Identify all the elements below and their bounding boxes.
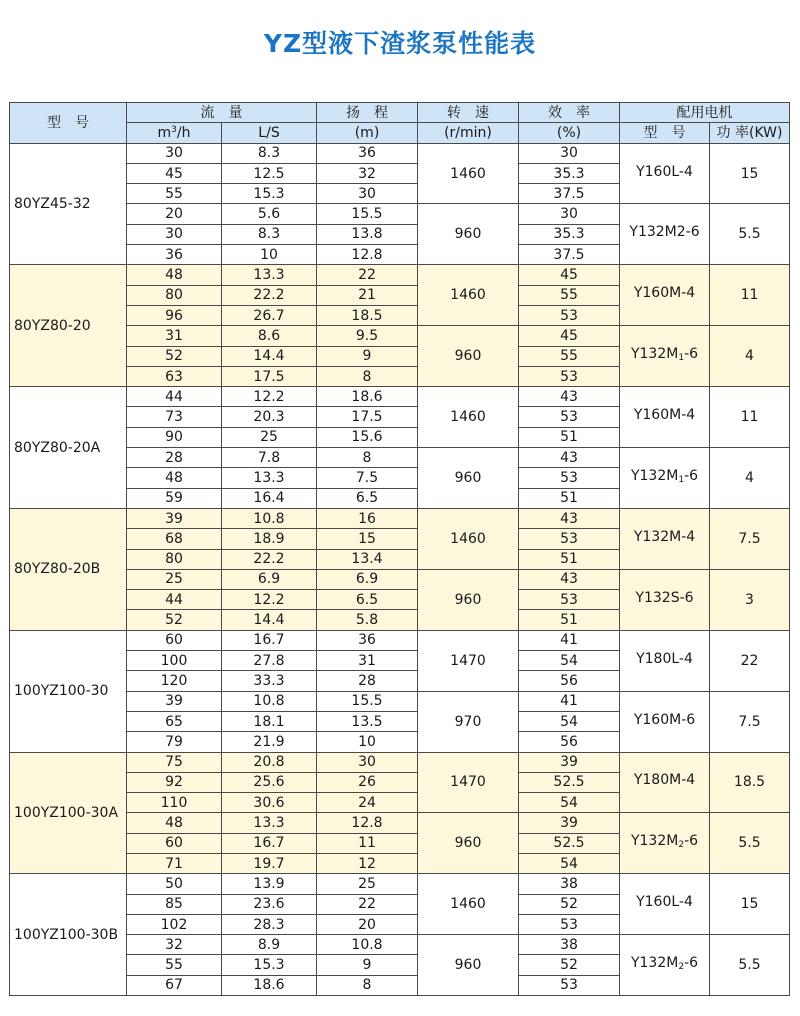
efficiency-cell: 51	[519, 427, 620, 447]
motor-model-text: Y132M	[630, 833, 679, 850]
flow-ls-cell: 26.7	[222, 305, 317, 325]
head-cell: 25	[317, 874, 418, 894]
motor-model-cell	[620, 630, 710, 691]
header-head-unit: (m)	[317, 123, 418, 143]
table-row	[10, 874, 790, 894]
header-speed: 转 速	[418, 103, 519, 123]
head-cell: 7.5	[317, 468, 418, 488]
head-cell: 36	[317, 630, 418, 650]
table-row	[10, 204, 790, 224]
table-header	[10, 103, 790, 144]
motor-model-text: Y160M-4	[633, 407, 696, 424]
head-cell: 12.8	[317, 245, 418, 265]
head-cell: 15.6	[317, 427, 418, 447]
motor-model-cell	[620, 265, 710, 326]
efficiency-cell: 43	[519, 387, 620, 407]
flow-ls-cell: 25.6	[222, 772, 317, 792]
motor-model-text: Y132M	[630, 467, 679, 484]
motor-model-text: Y180M-4	[633, 772, 696, 789]
motor-power-cell: 3	[710, 569, 790, 630]
flow-m3h-cell: 63	[127, 366, 222, 386]
efficiency-cell: 51	[519, 488, 620, 508]
efficiency-cell: 54	[519, 711, 620, 731]
motor-model-cell	[620, 143, 710, 204]
motor-model-text: Y160M-6	[633, 711, 696, 728]
efficiency-cell: 53	[519, 407, 620, 427]
flow-m3h-cell: 102	[127, 914, 222, 934]
head-cell: 31	[317, 651, 418, 671]
head-cell: 8	[317, 975, 418, 995]
motor-power-cell: 5.5	[710, 813, 790, 874]
flow-m3h-cell: 65	[127, 711, 222, 731]
flow-ls-cell: 22.2	[222, 285, 317, 305]
flow-m3h-cell: 68	[127, 529, 222, 549]
motor-model-subscript: 2	[678, 962, 685, 973]
head-cell: 10	[317, 732, 418, 752]
efficiency-cell: 53	[519, 914, 620, 934]
efficiency-cell: 56	[519, 671, 620, 691]
flow-m3h-cell: 110	[127, 793, 222, 813]
flow-ls-cell: 19.7	[222, 853, 317, 873]
flow-m3h-cell: 75	[127, 752, 222, 772]
header-flow: 流 量	[127, 103, 317, 123]
motor-model-text: Y160M-4	[633, 285, 696, 302]
flow-m3h-cell: 85	[127, 894, 222, 914]
table-row	[10, 143, 790, 163]
head-cell: 15.5	[317, 691, 418, 711]
flow-m3h-cell: 80	[127, 549, 222, 569]
flow-ls-cell: 13.3	[222, 813, 317, 833]
table-row	[10, 326, 790, 346]
flow-m3h-cell: 48	[127, 468, 222, 488]
efficiency-cell: 52.5	[519, 772, 620, 792]
efficiency-cell: 38	[519, 874, 620, 894]
flow-m3h-cell: 79	[127, 732, 222, 752]
flow-ls-cell: 13.3	[222, 265, 317, 285]
head-cell: 5.8	[317, 610, 418, 630]
head-cell: 22	[317, 265, 418, 285]
efficiency-cell: 53	[519, 305, 620, 325]
head-cell: 24	[317, 793, 418, 813]
flow-ls-cell: 25	[222, 427, 317, 447]
efficiency-cell: 51	[519, 549, 620, 569]
flow-m3h-cell: 36	[127, 245, 222, 265]
efficiency-cell: 45	[519, 326, 620, 346]
flow-ls-cell: 23.6	[222, 894, 317, 914]
motor-model-suffix: -6	[684, 467, 699, 484]
flow-m3h-cell: 92	[127, 772, 222, 792]
pump-model-cell: 80YZ80-20A	[10, 387, 127, 509]
motor-model-cell	[620, 387, 710, 448]
header-motor: 配用电机	[620, 103, 790, 123]
flow-m3h-cell: 30	[127, 224, 222, 244]
motor-power-cell: 18.5	[710, 752, 790, 813]
table-row	[10, 265, 790, 285]
flow-ls-cell: 15.3	[222, 184, 317, 204]
head-cell: 6.9	[317, 569, 418, 589]
motor-model-suffix: -6	[684, 955, 699, 972]
flow-m3h-cell: 55	[127, 184, 222, 204]
head-cell: 18.5	[317, 305, 418, 325]
motor-power-cell: 4	[710, 448, 790, 509]
flow-m3h-cell: 48	[127, 265, 222, 285]
table-row	[10, 387, 790, 407]
head-cell: 22	[317, 894, 418, 914]
efficiency-cell: 53	[519, 975, 620, 995]
efficiency-cell: 37.5	[519, 245, 620, 265]
head-cell: 20	[317, 914, 418, 934]
flow-m3h-cell: 120	[127, 671, 222, 691]
flow-m3h-cell: 60	[127, 630, 222, 650]
efficiency-cell: 51	[519, 610, 620, 630]
flow-ls-cell: 17.5	[222, 366, 317, 386]
efficiency-cell: 55	[519, 285, 620, 305]
flow-ls-cell: 16.4	[222, 488, 317, 508]
flow-m3h-cell: 25	[127, 569, 222, 589]
pump-model-cell: 80YZ45-32	[10, 143, 127, 265]
flow-m3h-cell: 96	[127, 305, 222, 325]
flow-ls-cell: 27.8	[222, 651, 317, 671]
flow-m3h-cell: 32	[127, 935, 222, 955]
efficiency-cell: 53	[519, 590, 620, 610]
flow-m3h-cell: 90	[127, 427, 222, 447]
speed-cell: 970	[418, 691, 519, 752]
motor-power-cell: 15	[710, 874, 790, 935]
head-cell: 8	[317, 366, 418, 386]
motor-model-cell	[620, 874, 710, 935]
motor-model-text: Y132S-6	[635, 589, 694, 606]
flow-ls-cell: 18.6	[222, 975, 317, 995]
flow-m3h-cell: 44	[127, 387, 222, 407]
table-row	[10, 691, 790, 711]
speed-cell: 960	[418, 448, 519, 509]
efficiency-cell: 43	[519, 569, 620, 589]
efficiency-cell: 53	[519, 366, 620, 386]
flow-m3h-cell: 20	[127, 204, 222, 224]
motor-model-text: Y180L-4	[636, 650, 693, 667]
flow-ls-cell: 12.2	[222, 387, 317, 407]
flow-ls-cell: 30.6	[222, 793, 317, 813]
head-cell: 28	[317, 671, 418, 691]
motor-model-subscript: 1	[678, 474, 685, 485]
efficiency-cell: 54	[519, 651, 620, 671]
motor-model-cell	[620, 448, 710, 509]
pump-model-cell: 80YZ80-20B	[10, 508, 127, 630]
head-cell: 9	[317, 346, 418, 366]
flow-ls-cell: 8.3	[222, 143, 317, 163]
speed-cell: 960	[418, 326, 519, 387]
efficiency-cell: 52.5	[519, 833, 620, 853]
motor-model-cell	[620, 326, 710, 387]
speed-cell: 960	[418, 569, 519, 630]
flow-m3h-cell: 67	[127, 975, 222, 995]
flow-ls-cell: 13.9	[222, 874, 317, 894]
pump-model-cell: 100YZ100-30	[10, 630, 127, 752]
efficiency-cell: 56	[519, 732, 620, 752]
flow-ls-cell: 5.6	[222, 204, 317, 224]
head-cell: 8	[317, 448, 418, 468]
flow-ls-cell: 20.8	[222, 752, 317, 772]
motor-power-cell: 22	[710, 630, 790, 691]
page-title: YZ型液下渣浆泵性能表	[263, 29, 537, 58]
flow-ls-cell: 20.3	[222, 407, 317, 427]
motor-model-cell	[620, 204, 710, 265]
header-flow-unit-m3h: $m^3/h$	[127, 123, 222, 143]
motor-power-cell: 7.5	[710, 691, 790, 752]
table-row	[10, 448, 790, 468]
flow-ls-cell: 10.8	[222, 691, 317, 711]
efficiency-cell: 53	[519, 468, 620, 488]
head-cell: 11	[317, 833, 418, 853]
head-cell: 13.8	[317, 224, 418, 244]
head-cell: 18.6	[317, 387, 418, 407]
table-row	[10, 508, 790, 528]
flow-m3h-cell: 30	[127, 143, 222, 163]
efficiency-cell: 35.3	[519, 224, 620, 244]
header-efficiency: 效 率	[519, 103, 620, 123]
flow-ls-cell: 18.1	[222, 711, 317, 731]
flow-ls-cell: 8.9	[222, 935, 317, 955]
speed-cell: 1460	[418, 508, 519, 569]
performance-table	[9, 102, 790, 996]
motor-model-text: Y132M	[630, 346, 679, 363]
efficiency-cell: 55	[519, 346, 620, 366]
head-cell: 10.8	[317, 935, 418, 955]
motor-model-subscript: 2	[678, 840, 685, 851]
motor-model-cell	[620, 813, 710, 874]
flow-m3h-cell: 52	[127, 610, 222, 630]
flow-ls-cell: 12.2	[222, 590, 317, 610]
flow-m3h-cell: 73	[127, 407, 222, 427]
motor-model-cell	[620, 569, 710, 630]
flow-ls-cell: 8.6	[222, 326, 317, 346]
head-cell: 21	[317, 285, 418, 305]
flow-ls-cell: 14.4	[222, 610, 317, 630]
flow-m3h-cell: 52	[127, 346, 222, 366]
flow-m3h-cell: 39	[127, 691, 222, 711]
table-body	[10, 143, 790, 995]
efficiency-cell: 30	[519, 143, 620, 163]
flow-ls-cell: 21.9	[222, 732, 317, 752]
table-row	[10, 752, 790, 772]
flow-ls-cell: 10	[222, 245, 317, 265]
pump-model-cell: 80YZ80-20	[10, 265, 127, 387]
head-cell: 12	[317, 853, 418, 873]
motor-model-cell	[620, 508, 710, 569]
efficiency-cell: 41	[519, 630, 620, 650]
table-row	[10, 569, 790, 589]
head-cell: 15	[317, 529, 418, 549]
efficiency-cell: 43	[519, 508, 620, 528]
head-cell: 32	[317, 163, 418, 183]
flow-m3h-cell: 39	[127, 508, 222, 528]
head-cell: 16	[317, 508, 418, 528]
flow-ls-cell: 8.3	[222, 224, 317, 244]
pump-model-cell: 100YZ100-30A	[10, 752, 127, 874]
speed-cell: 1470	[418, 630, 519, 691]
speed-cell: 960	[418, 935, 519, 996]
speed-cell: 960	[418, 204, 519, 265]
motor-power-cell: 7.5	[710, 508, 790, 569]
flow-ls-cell: 28.3	[222, 914, 317, 934]
speed-cell: 960	[418, 813, 519, 874]
head-cell: 9	[317, 955, 418, 975]
flow-m3h-cell: 50	[127, 874, 222, 894]
flow-m3h-cell: 28	[127, 448, 222, 468]
flow-ls-cell: 10.8	[222, 508, 317, 528]
motor-power-cell: 11	[710, 265, 790, 326]
flow-ls-cell: 16.7	[222, 833, 317, 853]
pump-model-cell: 100YZ100-30B	[10, 874, 127, 996]
head-cell: 26	[317, 772, 418, 792]
efficiency-cell: 45	[519, 265, 620, 285]
speed-cell: 1460	[418, 387, 519, 448]
flow-m3h-cell: 48	[127, 813, 222, 833]
head-cell: 13.5	[317, 711, 418, 731]
header-flow-unit-ls: L/S	[222, 123, 317, 143]
motor-model-suffix: -6	[684, 833, 699, 850]
flow-m3h-cell: 100	[127, 651, 222, 671]
motor-model-subscript: 1	[678, 353, 685, 364]
efficiency-cell: 43	[519, 448, 620, 468]
flow-m3h-cell: 31	[127, 326, 222, 346]
motor-power-cell: 11	[710, 387, 790, 448]
head-cell: 9.5	[317, 326, 418, 346]
flow-m3h-cell: 80	[127, 285, 222, 305]
table-row	[10, 813, 790, 833]
flow-m3h-cell: 44	[127, 590, 222, 610]
efficiency-cell: 30	[519, 204, 620, 224]
head-cell: 6.5	[317, 590, 418, 610]
efficiency-cell: 39	[519, 813, 620, 833]
head-cell: 30	[317, 752, 418, 772]
flow-ls-cell: 14.4	[222, 346, 317, 366]
speed-cell: 1460	[418, 265, 519, 326]
flow-ls-cell: 15.3	[222, 955, 317, 975]
motor-power-cell: 15	[710, 143, 790, 204]
header-motor-power: 功 率(KW)	[710, 123, 790, 143]
flow-ls-cell: 7.8	[222, 448, 317, 468]
flow-m3h-cell: 45	[127, 163, 222, 183]
header-efficiency-unit: (%)	[519, 123, 620, 143]
table-row	[10, 630, 790, 650]
flow-ls-cell: 16.7	[222, 630, 317, 650]
efficiency-cell: 41	[519, 691, 620, 711]
efficiency-cell: 53	[519, 529, 620, 549]
head-cell: 13.4	[317, 549, 418, 569]
flow-m3h-cell: 59	[127, 488, 222, 508]
head-cell: 15.5	[317, 204, 418, 224]
motor-model-text: Y160L-4	[636, 163, 693, 180]
header-speed-unit: (r/min)	[418, 123, 519, 143]
efficiency-cell: 52	[519, 894, 620, 914]
motor-model-text: Y132M-4	[633, 528, 696, 545]
header-motor-model: 型 号	[620, 123, 710, 143]
motor-model-text: Y132M	[630, 955, 679, 972]
head-cell: 36	[317, 143, 418, 163]
motor-model-cell	[620, 935, 710, 996]
head-cell: 6.5	[317, 488, 418, 508]
motor-power-cell: 5.5	[710, 935, 790, 996]
flow-m3h-cell: 55	[127, 955, 222, 975]
flow-m3h-cell: 60	[127, 833, 222, 853]
header-head: 扬 程	[317, 103, 418, 123]
speed-cell: 1460	[418, 874, 519, 935]
head-cell: 12.8	[317, 813, 418, 833]
motor-model-text: Y132M2-6	[629, 224, 700, 241]
speed-cell: 1460	[418, 143, 519, 204]
motor-power-cell: 5.5	[710, 204, 790, 265]
header-model: 型 号	[10, 103, 127, 144]
motor-model-cell	[620, 752, 710, 813]
flow-ls-cell: 33.3	[222, 671, 317, 691]
flow-ls-cell: 18.9	[222, 529, 317, 549]
motor-model-cell	[620, 691, 710, 752]
motor-model-suffix: -6	[684, 346, 699, 363]
efficiency-cell: 39	[519, 752, 620, 772]
flow-ls-cell: 22.2	[222, 549, 317, 569]
table-row	[10, 935, 790, 955]
efficiency-cell: 38	[519, 935, 620, 955]
flow-ls-cell: 6.9	[222, 569, 317, 589]
motor-model-text: Y160L-4	[636, 894, 693, 911]
efficiency-cell: 35.3	[519, 163, 620, 183]
efficiency-cell: 52	[519, 955, 620, 975]
motor-power-cell: 4	[710, 326, 790, 387]
efficiency-cell: 54	[519, 853, 620, 873]
flow-m3h-cell: 71	[127, 853, 222, 873]
head-cell: 30	[317, 184, 418, 204]
speed-cell: 1470	[418, 752, 519, 813]
efficiency-cell: 54	[519, 793, 620, 813]
flow-ls-cell: 13.3	[222, 468, 317, 488]
head-cell: 17.5	[317, 407, 418, 427]
flow-ls-cell: 12.5	[222, 163, 317, 183]
efficiency-cell: 37.5	[519, 184, 620, 204]
